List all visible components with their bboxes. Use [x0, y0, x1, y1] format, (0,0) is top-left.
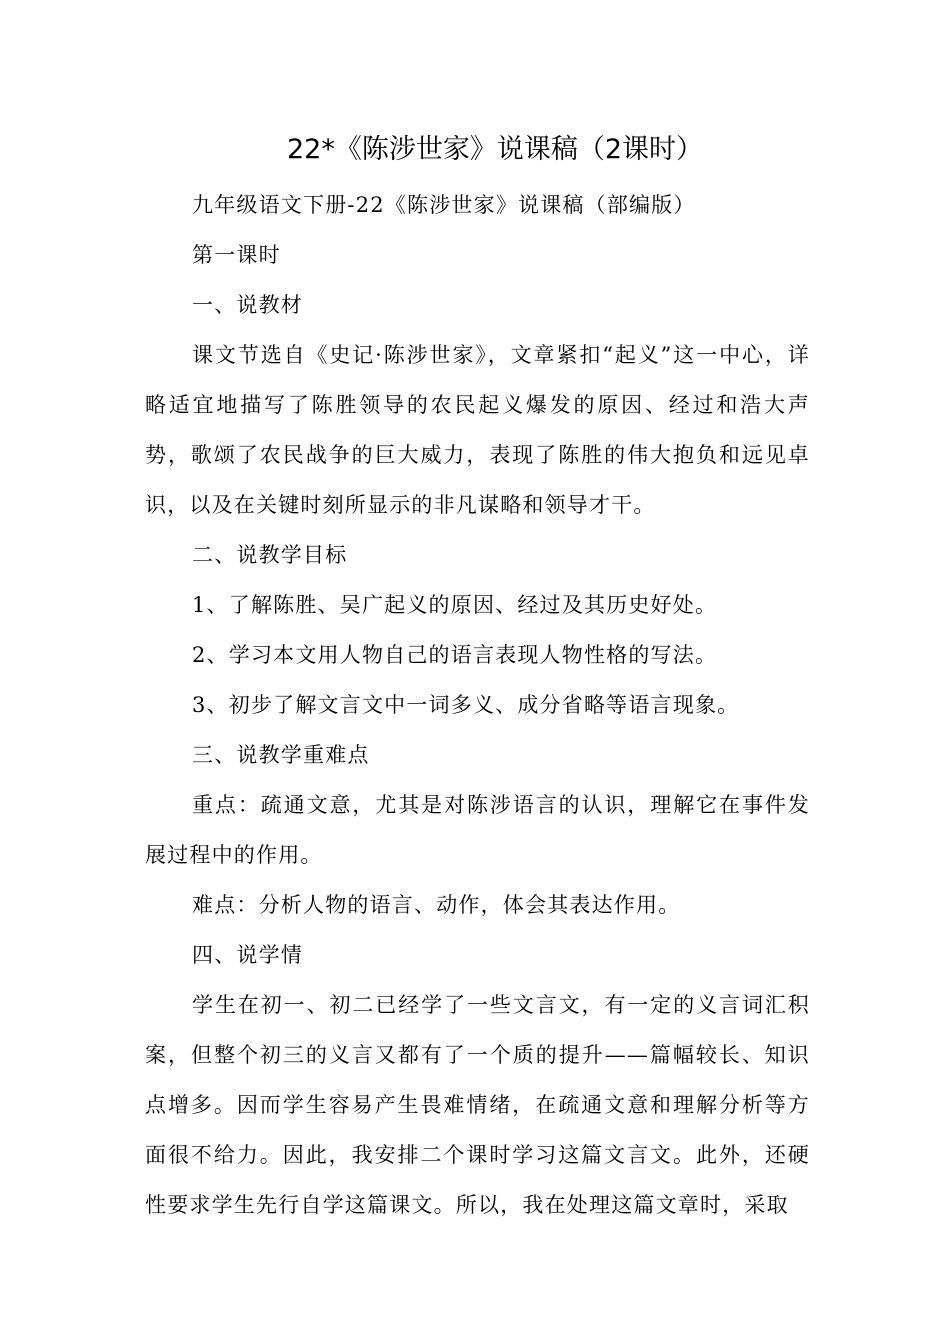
section-heading-key-points: 三、说教学重难点	[192, 743, 370, 767]
section-heading-goals: 二、说教学目标	[192, 543, 348, 567]
textbook-paragraph: 课文节选自《史记·陈涉世家》，文章紧扣“起义”这一中心，详略适宜地描写了陈胜领导的农民起义爆发的原因、经过和浩大声势，歌颂了农民战争的巨大威力，表现了陈胜的伟大抱负和远见卓识，以及在关键时刻所显示的非凡谋略和领导才干。	[145, 343, 810, 517]
section-heading-students: 四、说学情	[192, 943, 303, 967]
goal-item-3: 3、初步了解文言文中一词多义、成分省略等语言现象。	[192, 693, 740, 717]
document-title: 22*《陈涉世家》说课稿（2课时）	[286, 134, 704, 165]
difficulty-paragraph: 难点：分析人物的语言、动作，体会其表达作用。	[192, 893, 681, 917]
lesson-heading: 第一课时	[192, 243, 281, 267]
students-paragraph: 学生在初一、初二已经学了一些文言文，有一定的义言词汇积案，但整个初三的义言又都有了一个质的提升——篇幅较长、知识点增多。因而学生容易产生畏难情绪，在疏通文意和理解分析等方面很不给力。因此，我安排二个课时学习这篇文言文。此外，还硬性要求学生先行自学这篇课文。所以，我在处理这篇文章时，采取	[145, 993, 810, 1217]
goal-item-2: 2、学习本文用人物自己的语言表现人物性格的写法。	[192, 643, 718, 667]
key-point-paragraph: 重点：疏通文意，尤其是对陈涉语言的认识，理解它在事件发展过程中的作用。	[145, 793, 810, 867]
subtitle-paragraph: 九年级语文下册-22《陈涉世家》说课稿（部编版）	[192, 193, 696, 217]
document-body	[145, 180, 810, 1230]
section-heading-textbook: 一、说教材	[192, 293, 303, 317]
goal-item-1: 1、了解陈胜、吴广起义的原因、经过及其历史好处。	[192, 593, 718, 617]
